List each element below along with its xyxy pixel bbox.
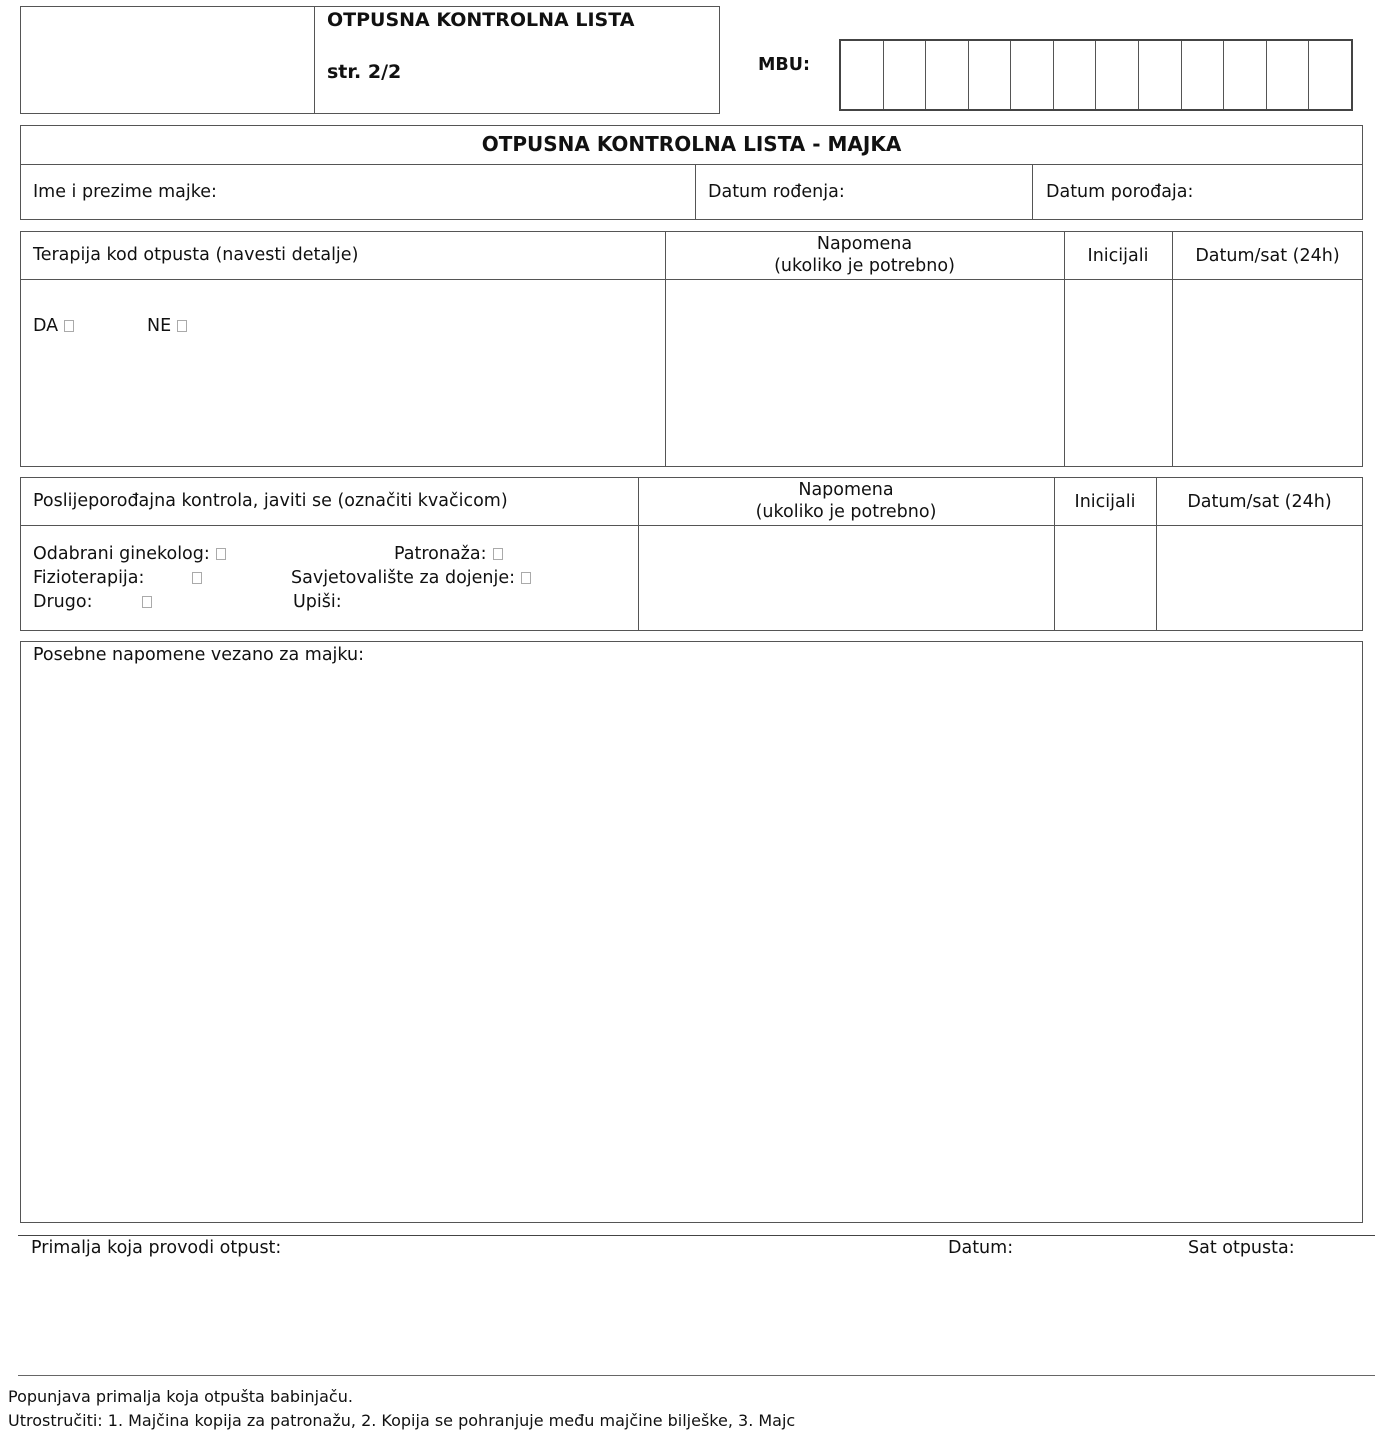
form-title: OTPUSNA KONTROLNA LISTA: [327, 9, 635, 31]
mbu-cell[interactable]: [926, 41, 969, 109]
yes-label: DA: [33, 316, 59, 336]
datetime-header: Datum/sat (24h): [1187, 492, 1332, 512]
breastfeeding-checkbox[interactable]: [521, 572, 531, 584]
divider: [20, 279, 1363, 280]
mbu-cell[interactable]: [1267, 41, 1310, 109]
page-number: str. 2/2: [327, 61, 402, 83]
note-header-line: (ukoliko je potrebno): [774, 256, 955, 276]
note-header-line: Napomena: [816, 234, 913, 254]
other-option[interactable]: [33, 592, 152, 612]
note-header: [665, 233, 1064, 277]
mbu-cell[interactable]: [1182, 41, 1225, 109]
divider: [314, 6, 315, 114]
mbu-cell[interactable]: [1309, 41, 1351, 109]
mother-name-field[interactable]: Ime i prezime majke:: [33, 182, 217, 202]
discharge-time-field[interactable]: Sat otpusta:: [1188, 1238, 1295, 1258]
no-option[interactable]: [147, 316, 187, 336]
divider: [20, 164, 1363, 165]
initials-header: Inicijali: [1074, 492, 1136, 512]
gyn-checkbox[interactable]: [216, 548, 226, 560]
note-header-line: Napomena: [798, 480, 894, 500]
divider: [1032, 164, 1033, 220]
section-title: OTPUSNA KONTROLNA LISTA - MAJKA: [481, 132, 902, 156]
remarks-box[interactable]: [20, 641, 1363, 1223]
patronage-label: Patronaža:: [394, 544, 487, 564]
other-label: Drugo:: [33, 592, 93, 612]
birth-date-field[interactable]: Datum rođenja:: [708, 182, 845, 202]
physio-option[interactable]: [33, 568, 202, 588]
mbu-label: MBU:: [758, 55, 810, 75]
mbu-cell[interactable]: [1224, 41, 1267, 109]
footer-note-2: Utrostručiti: 1. Majčina kopija za patronažu, 2. Kopija se pohranjuje među majčine bilješke, 3. Majc: [8, 1411, 796, 1430]
write-in-field[interactable]: Upiši:: [293, 592, 342, 612]
other-checkbox[interactable]: [142, 596, 152, 608]
footer-note-1: Popunjava primalja koja otpušta babinjaču.: [8, 1387, 353, 1406]
patronage-checkbox[interactable]: [493, 548, 503, 560]
divider: [695, 164, 696, 220]
breastfeeding-option[interactable]: [291, 568, 531, 588]
initials-header: Inicijali: [1087, 246, 1149, 266]
yes-option[interactable]: [33, 316, 74, 336]
yes-checkbox[interactable]: [64, 320, 74, 332]
note-header: [638, 479, 1054, 523]
mbu-cell[interactable]: [1054, 41, 1097, 109]
breastfeeding-label: Savjetovalište za dojenje:: [291, 568, 516, 588]
physio-checkbox[interactable]: [192, 572, 202, 584]
remarks-label: Posebne napomene vezano za majku:: [33, 645, 364, 665]
divider: [18, 1375, 1375, 1376]
divider: [18, 1235, 1375, 1236]
date-field[interactable]: Datum:: [948, 1238, 1014, 1258]
note-header-line: (ukoliko je potrebno): [755, 502, 937, 522]
patronage-option[interactable]: [394, 544, 503, 564]
mbu-cell[interactable]: [884, 41, 927, 109]
midwife-field[interactable]: Primalja koja provodi otpust:: [31, 1238, 282, 1258]
divider: [20, 525, 1363, 526]
mbu-cell[interactable]: [1139, 41, 1182, 109]
datetime-header: Datum/sat (24h): [1195, 246, 1340, 266]
delivery-date-field[interactable]: Datum porođaja:: [1046, 182, 1194, 202]
gyn-label: Odabrani ginekolog:: [33, 544, 210, 564]
no-label: NE: [147, 316, 172, 336]
gyn-option[interactable]: [33, 544, 226, 564]
therapy-header: Terapija kod otpusta (navesti detalje): [33, 245, 359, 265]
physio-label: Fizioterapija:: [33, 568, 145, 588]
mbu-cell[interactable]: [841, 41, 884, 109]
no-checkbox[interactable]: [177, 320, 187, 332]
control-header: Poslijeporođajna kontrola, javiti se (označiti kvačicom): [33, 491, 508, 511]
mbu-cell[interactable]: [969, 41, 1012, 109]
mbu-cell[interactable]: [1011, 41, 1054, 109]
mbu-input-grid[interactable]: [839, 39, 1353, 111]
mbu-cell[interactable]: [1096, 41, 1139, 109]
